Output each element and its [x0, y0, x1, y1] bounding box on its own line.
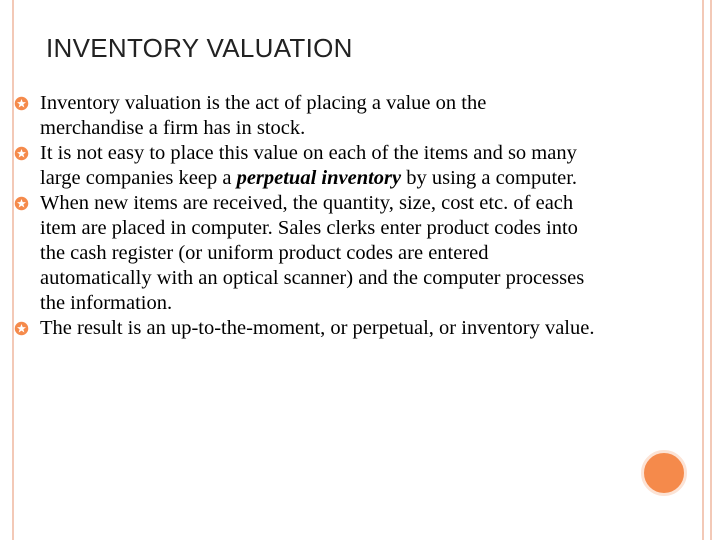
star-bullet-icon: [14, 146, 29, 161]
bullet-item: [14, 191, 704, 316]
decorative-orange-circle: [641, 450, 687, 496]
bullet-text: large companies keep a: [40, 167, 237, 189]
bullet-item: [14, 91, 704, 141]
bullet-list: [14, 91, 704, 341]
bullet-line: It is not easy to place this value on each of the items and so many: [40, 142, 577, 164]
bullet-line: When new items are received, the quantity, size, cost etc. of each: [40, 192, 574, 214]
bullet-text: by using a computer.: [401, 167, 578, 189]
bullet-line: the cash register (or uniform product codes are entered: [40, 242, 489, 264]
bullet-line: Inventory valuation is the act of placing a value on the: [40, 92, 487, 114]
bullet-line: the information.: [40, 292, 173, 314]
star-bullet-icon: [14, 196, 29, 211]
emphasis-text: perpetual inventory: [236, 167, 402, 189]
star-bullet-icon: [14, 96, 29, 111]
star-bullet-icon: [14, 321, 29, 336]
right-frame-line-outer: [710, 0, 712, 540]
bullet-line: [40, 166, 704, 191]
bullet-item: [14, 316, 704, 341]
bullet-line: automatically with an optical scanner) and the computer processes: [40, 267, 585, 289]
slide-title: INVENTORY VALUATION: [46, 33, 353, 63]
bullet-line: merchandise a firm has in stock.: [40, 117, 306, 139]
bullet-line: The result is an up-to-the-moment, or perpetual, or inventory value.: [40, 317, 595, 339]
bullet-item: [14, 141, 704, 191]
bullet-line: item are placed in computer. Sales clerks enter product codes into: [40, 217, 578, 239]
